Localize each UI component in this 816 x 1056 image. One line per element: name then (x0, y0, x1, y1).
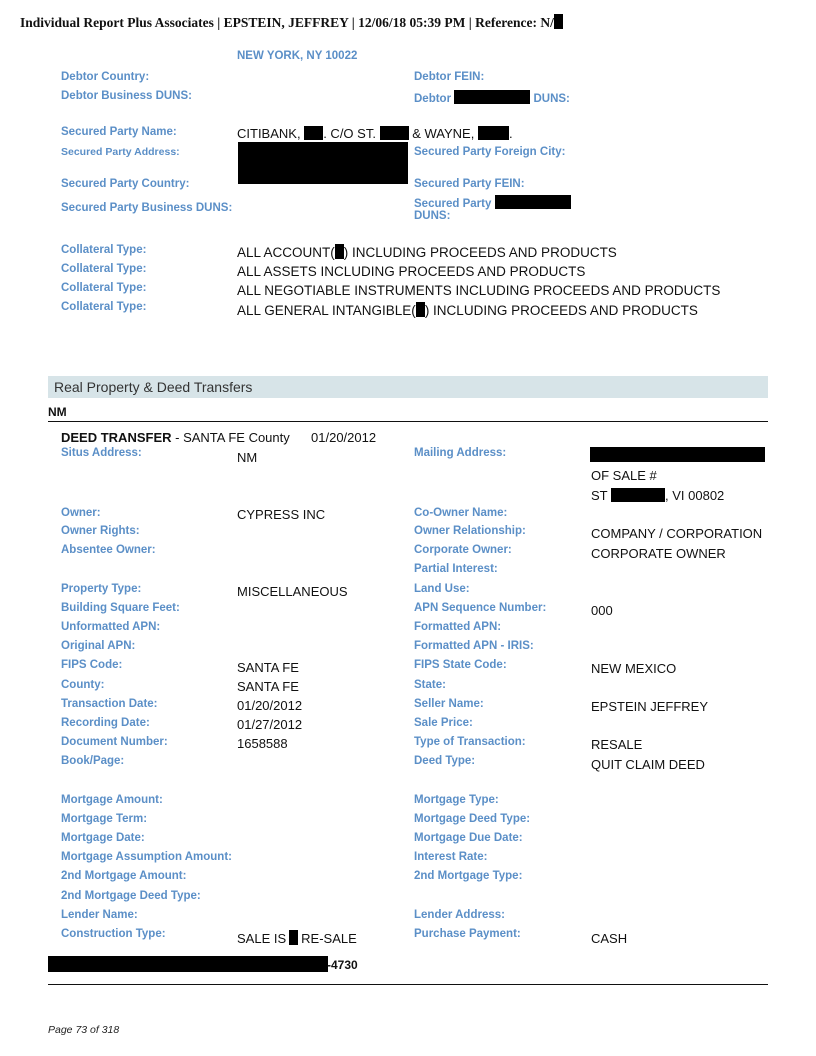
deed-field-value: RESALE (591, 737, 643, 752)
deed-field-label: Mortgage Due Date: (414, 832, 523, 844)
redaction-block (289, 930, 298, 945)
deed-field-value: CYPRESS INC (237, 507, 326, 522)
deed-field-label: Unformatted APN: (61, 621, 161, 633)
deed-field-value: 01/27/2012 (237, 717, 303, 732)
deed-field-label: Transaction Date: (61, 698, 158, 710)
collateral-type-label: Collateral Type: (61, 263, 147, 275)
deed-title-county: - SANTA FE County (171, 430, 290, 445)
debtor-duns-suffix: DUNS: (533, 93, 570, 105)
debtor-business-duns-label: Debtor Business DUNS: (61, 90, 192, 102)
deed-field-label: Mailing Address: (414, 447, 507, 459)
deed-field-value: SANTA FE (237, 679, 299, 694)
mailing-address-line (591, 488, 724, 503)
collateral-type-value: ALL NEGOTIABLE INSTRUMENTS INCLUDING PROCEEDS AND PRODUCTS (237, 283, 721, 298)
secured-party-foreign-city-label: Secured Party Foreign City: (414, 146, 566, 158)
state-heading: NM (48, 405, 67, 419)
next-record-number: -4730 (327, 958, 358, 972)
deed-field-label: Land Use: (414, 583, 470, 595)
deed-field-label: FIPS Code: (61, 659, 123, 671)
deed-field-label: Situs Address: (61, 447, 142, 459)
deed-field-label: Type of Transaction: (414, 736, 526, 748)
secured-party-duns-suffix: DUNS: (414, 210, 451, 222)
report-header (20, 14, 563, 31)
deed-field-value: 000 (591, 603, 613, 618)
deed-field-value: 1658588 (237, 736, 288, 751)
report-header-text: Individual Report Plus Associates | EPSTEIN, JEFFREY | 12/06/18 05:39 PM | Reference: N/ (20, 15, 554, 30)
deed-field-value: COMPANY / CORPORATION (591, 526, 763, 541)
divider (48, 984, 768, 985)
collateral-type-value (237, 244, 617, 260)
divider (48, 421, 768, 422)
secured-party-fein-label: Secured Party FEIN: (414, 178, 525, 190)
collateral-type-label: Collateral Type: (61, 244, 147, 256)
page-number: Page 73 of 318 (48, 1024, 120, 1036)
debtor-fein-label: Debtor FEIN: (414, 71, 485, 83)
deed-field-label: State: (414, 679, 446, 691)
secured-party-name-part: CITIBANK, (237, 126, 301, 141)
deed-field-label: Property Type: (61, 583, 142, 595)
debtor-duns-label (414, 90, 570, 105)
redaction-block (478, 126, 509, 140)
deed-field-label: Book/Page: (61, 755, 125, 767)
deed-field-label: Owner Rights: (61, 525, 140, 537)
deed-field-value: SANTA FE (237, 660, 299, 675)
deed-field-label: 2nd Mortgage Amount: (61, 870, 187, 882)
collateral-text: ) INCLUDING PROCEEDS AND PRODUCTS (424, 303, 698, 318)
redaction-block (611, 488, 665, 502)
deed-field-value: CASH (591, 931, 628, 946)
mailing-prefix: ST (591, 488, 608, 503)
deed-field-value: QUIT CLAIM DEED (591, 757, 705, 772)
secured-party-name-label: Secured Party Name: (61, 126, 177, 138)
deed-field-label: Building Square Feet: (61, 602, 180, 614)
deed-field-label: Construction Type: (61, 928, 166, 940)
construction-type-part: RE-SALE (301, 931, 357, 946)
deed-field-label: Owner Relationship: (414, 525, 526, 537)
redaction-block (238, 142, 408, 184)
deed-field-label: Mortgage Deed Type: (414, 813, 531, 825)
deed-title-date: 01/20/2012 (311, 430, 377, 445)
deed-field-label: Co-Owner Name: (414, 507, 508, 519)
deed-field-label: Recording Date: (61, 717, 150, 729)
deed-field-label: Sale Price: (414, 717, 473, 729)
collateral-type-label: Collateral Type: (61, 301, 147, 313)
deed-field-label: Original APN: (61, 640, 136, 652)
secured-party-duns-prefix: Secured Party (414, 198, 492, 210)
deed-field-label: Purchase Payment: (414, 928, 521, 940)
redaction-block (380, 126, 409, 140)
deed-field-value: MISCELLANEOUS (237, 584, 348, 599)
deed-field-label: Absentee Owner: (61, 544, 156, 556)
deed-field-value: EPSTEIN JEFFREY (591, 699, 709, 714)
redaction-block (335, 244, 344, 259)
deed-field-label: Partial Interest: (414, 563, 498, 575)
deed-field-label: Deed Type: (414, 755, 476, 767)
secured-party-address-label: Secured Party Address: (61, 146, 180, 158)
secured-party-name-value (237, 126, 513, 141)
section-title-real-property: Real Property & Deed Transfers (48, 376, 768, 398)
secured-party-name-part: & WAYNE, (412, 126, 475, 141)
deed-field-label: Lender Name: (61, 909, 138, 921)
deed-field-label: Corporate Owner: (414, 544, 512, 556)
debtor-duns-prefix: Debtor (414, 93, 452, 105)
deed-field-value: NEW MEXICO (591, 661, 677, 676)
deed-field-label: Mortgage Term: (61, 813, 148, 825)
collateral-type-value (237, 302, 698, 318)
redaction-block (495, 195, 571, 209)
deed-field-label: Mortgage Type: (414, 794, 499, 806)
debtor-country-label: Debtor Country: (61, 71, 150, 83)
deed-field-label: County: (61, 679, 105, 691)
deed-field-label: Interest Rate: (414, 851, 488, 863)
deed-field-label: APN Sequence Number: (414, 602, 547, 614)
redaction-block (590, 447, 765, 462)
redaction-block (304, 126, 323, 140)
collateral-text: ) INCLUDING PROCEEDS AND PRODUCTS (343, 245, 617, 260)
deed-field-label: Seller Name: (414, 698, 484, 710)
redaction-block (554, 14, 563, 29)
deed-field-label: 2nd Mortgage Deed Type: (61, 890, 201, 902)
deed-field-label: FIPS State Code: (414, 659, 507, 671)
collateral-text: ALL GENERAL INTANGIBLE( (237, 303, 416, 318)
secured-party-business-duns-label: Secured Party Business DUNS: (61, 202, 233, 214)
redaction-block (416, 302, 425, 317)
deed-field-label: Formatted APN - IRIS: (414, 640, 534, 652)
deed-field-label: Lender Address: (414, 909, 505, 921)
deed-field-value (237, 930, 357, 946)
deed-field-label: Document Number: (61, 736, 168, 748)
deed-field-label: Mortgage Assumption Amount: (61, 851, 232, 863)
mailing-address-line: OF SALE # (591, 468, 657, 483)
deed-title-bold: DEED TRANSFER (61, 430, 172, 445)
deed-transfer-title (61, 430, 376, 445)
deed-field-label: Mortgage Date: (61, 832, 145, 844)
collateral-type-value: ALL ASSETS INCLUDING PROCEEDS AND PRODUCTS (237, 264, 586, 279)
mailing-suffix: , VI 00802 (665, 488, 725, 503)
secured-party-duns-label (414, 195, 571, 210)
redaction-block (48, 956, 328, 972)
deed-field-label: Formatted APN: (414, 621, 502, 633)
deed-field-label: Owner: (61, 507, 101, 519)
deed-field-label: Mortgage Amount: (61, 794, 163, 806)
collateral-text: ALL ACCOUNT( (237, 245, 335, 260)
deed-field-value: NM (237, 450, 258, 465)
secured-party-name-part: . C/O ST. (323, 126, 376, 141)
secured-party-country-label: Secured Party Country: (61, 178, 190, 190)
deed-field-value: 01/20/2012 (237, 698, 303, 713)
deed-field-label: 2nd Mortgage Type: (414, 870, 523, 882)
redaction-block (454, 90, 530, 104)
construction-type-part: SALE IS (237, 931, 287, 946)
debtor-city-state: NEW YORK, NY 10022 (237, 50, 358, 62)
secured-party-name-part: . (508, 126, 513, 141)
deed-field-value: CORPORATE OWNER (591, 546, 726, 561)
collateral-type-label: Collateral Type: (61, 282, 147, 294)
